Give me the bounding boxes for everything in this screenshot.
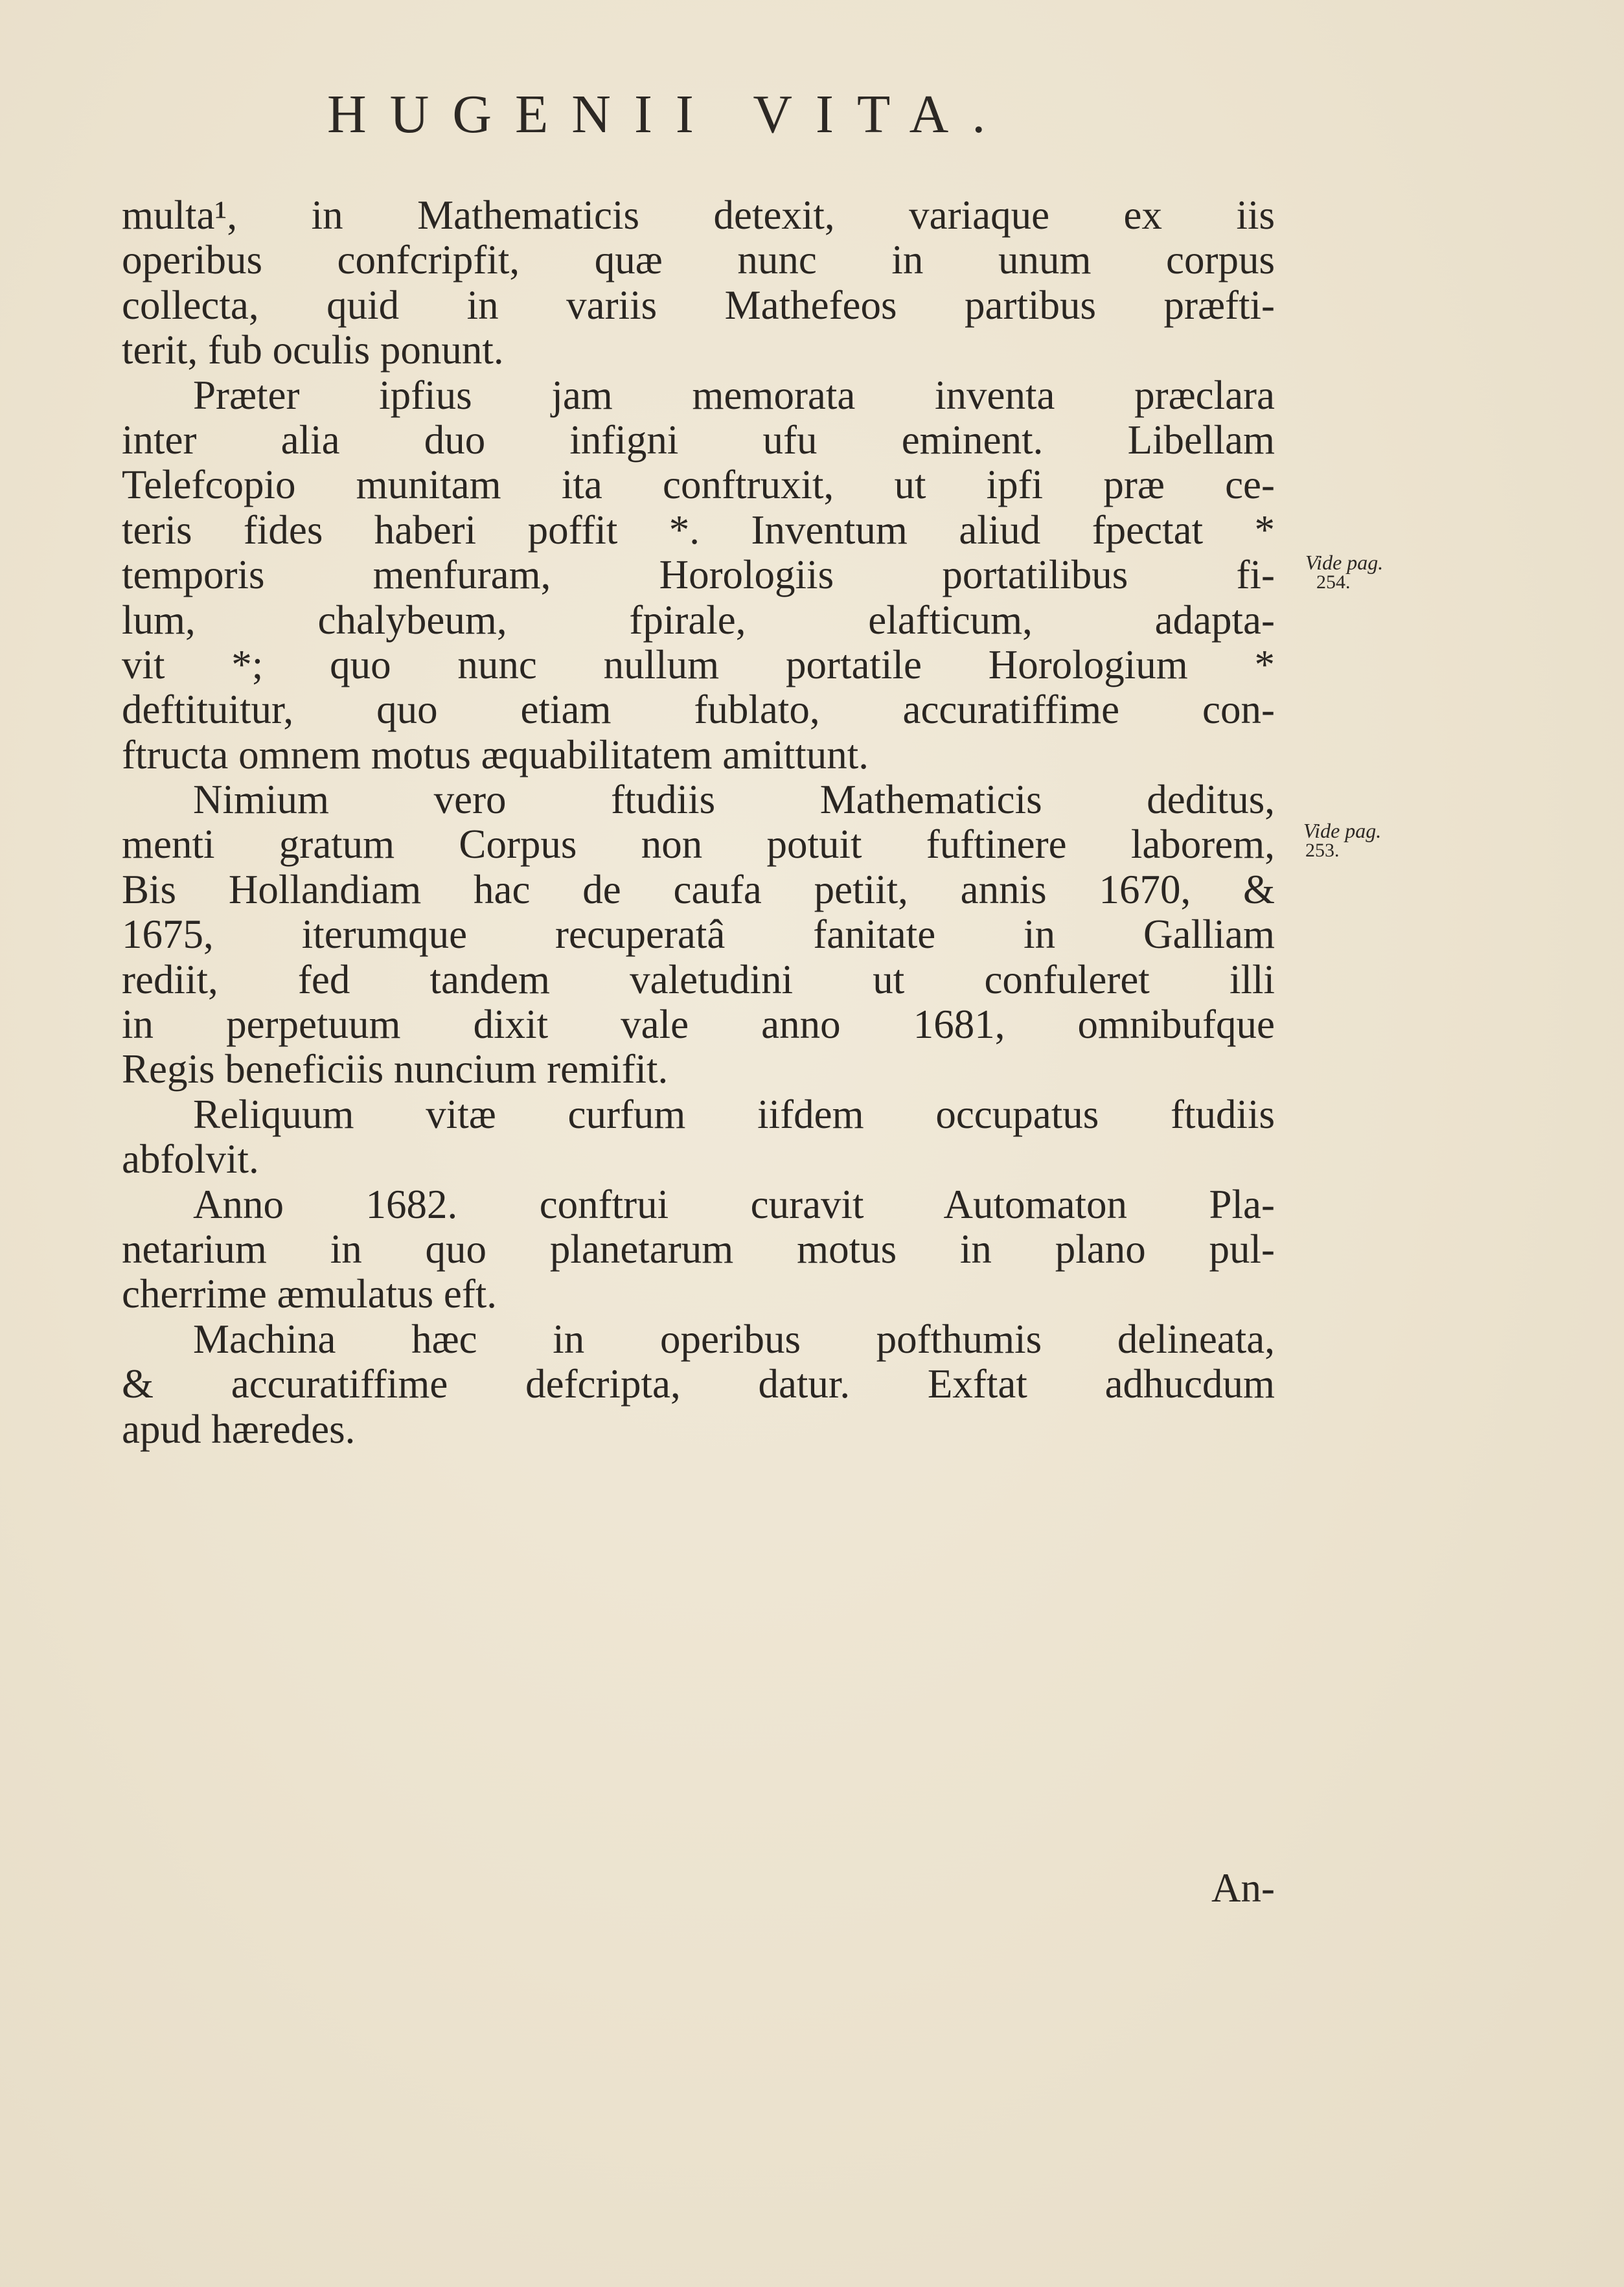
- text-line: operibus confcripfit, quæ nunc in unum corpus: [122, 237, 1275, 283]
- body-text: [122, 193, 1275, 1452]
- text-line: & accuratiffime defcripta, datur. Exftat adhucdum: [122, 1361, 1275, 1407]
- text-line: abfolvit.: [122, 1136, 259, 1182]
- text-line: lum, chalybeum, fpirale, elafticum, adapta-: [122, 597, 1275, 643]
- text-line: Bis Hollandiam hac de caufa petiit, annis 1670, &: [122, 866, 1275, 912]
- text-line: cherrime æmulatus eft.: [122, 1271, 497, 1317]
- text-line: apud hæredes.: [122, 1406, 356, 1452]
- text-line: collecta, quid in variis Mathefeos partibus præfti-: [122, 282, 1275, 328]
- text-line: vit *; quo nunc nullum portatile Horologium *: [122, 641, 1275, 687]
- text-line: Præter ipfius jam memorata inventa præclara: [193, 372, 1275, 418]
- text-line: Regis beneficiis nuncium remifit.: [122, 1046, 669, 1092]
- text-line: 1675, iterumque recuperatâ fanitate in Galliam: [122, 912, 1275, 958]
- text-line: multa¹, in Mathematicis detexit, variaque ex iis: [122, 192, 1275, 238]
- text-line: rediit, fed tandem valetudini ut confuleret illi: [122, 956, 1275, 1002]
- margin-note-1-label: Vide pag.: [1305, 551, 1384, 574]
- margin-note-1-page: 254.: [1316, 571, 1351, 593]
- running-head: HUGENII VITA.: [327, 84, 1009, 144]
- text-line: Telefcopio munitam ita conftruxit, ut ipfi præ ce-: [122, 462, 1275, 508]
- text-line: ftructa omnem motus æquabilitatem amittunt.: [122, 731, 869, 777]
- text-line: menti gratum Corpus non potuit fuftinere laborem,: [122, 822, 1275, 868]
- text-line: temporis menfuram, Horologiis portatilibus fi-: [122, 552, 1275, 598]
- text-line: Reliquum vitæ curfum iifdem occupatus ftudiis: [193, 1091, 1275, 1137]
- text-line: inter alia duo infigni ufu eminent. Libellam: [122, 417, 1275, 463]
- catchword: An-: [1211, 1865, 1275, 1911]
- text-line: netarium in quo planetarum motus in plano pul-: [122, 1226, 1275, 1272]
- text-line: Anno 1682. conftrui curavit Automaton Pla-: [193, 1181, 1275, 1227]
- text-line: teris fides haberi poffit *. Inventum aliud fpectat *: [122, 507, 1275, 553]
- margin-note-2-page: 253.: [1305, 840, 1340, 861]
- margin-note-2-label: Vide pag.: [1303, 819, 1382, 842]
- text-line: deftituitur, quo etiam fublato, accuratiffime con-: [122, 687, 1275, 733]
- text-line: terit, fub oculis ponunt.: [122, 327, 504, 373]
- text-line: in perpetuum dixit vale anno 1681, omnibufque: [122, 1002, 1275, 1048]
- text-line: Machina hæc in operibus pofthumis delineata,: [193, 1316, 1275, 1362]
- text-line: Nimium vero ftudiis Mathematicis deditus,: [193, 777, 1275, 823]
